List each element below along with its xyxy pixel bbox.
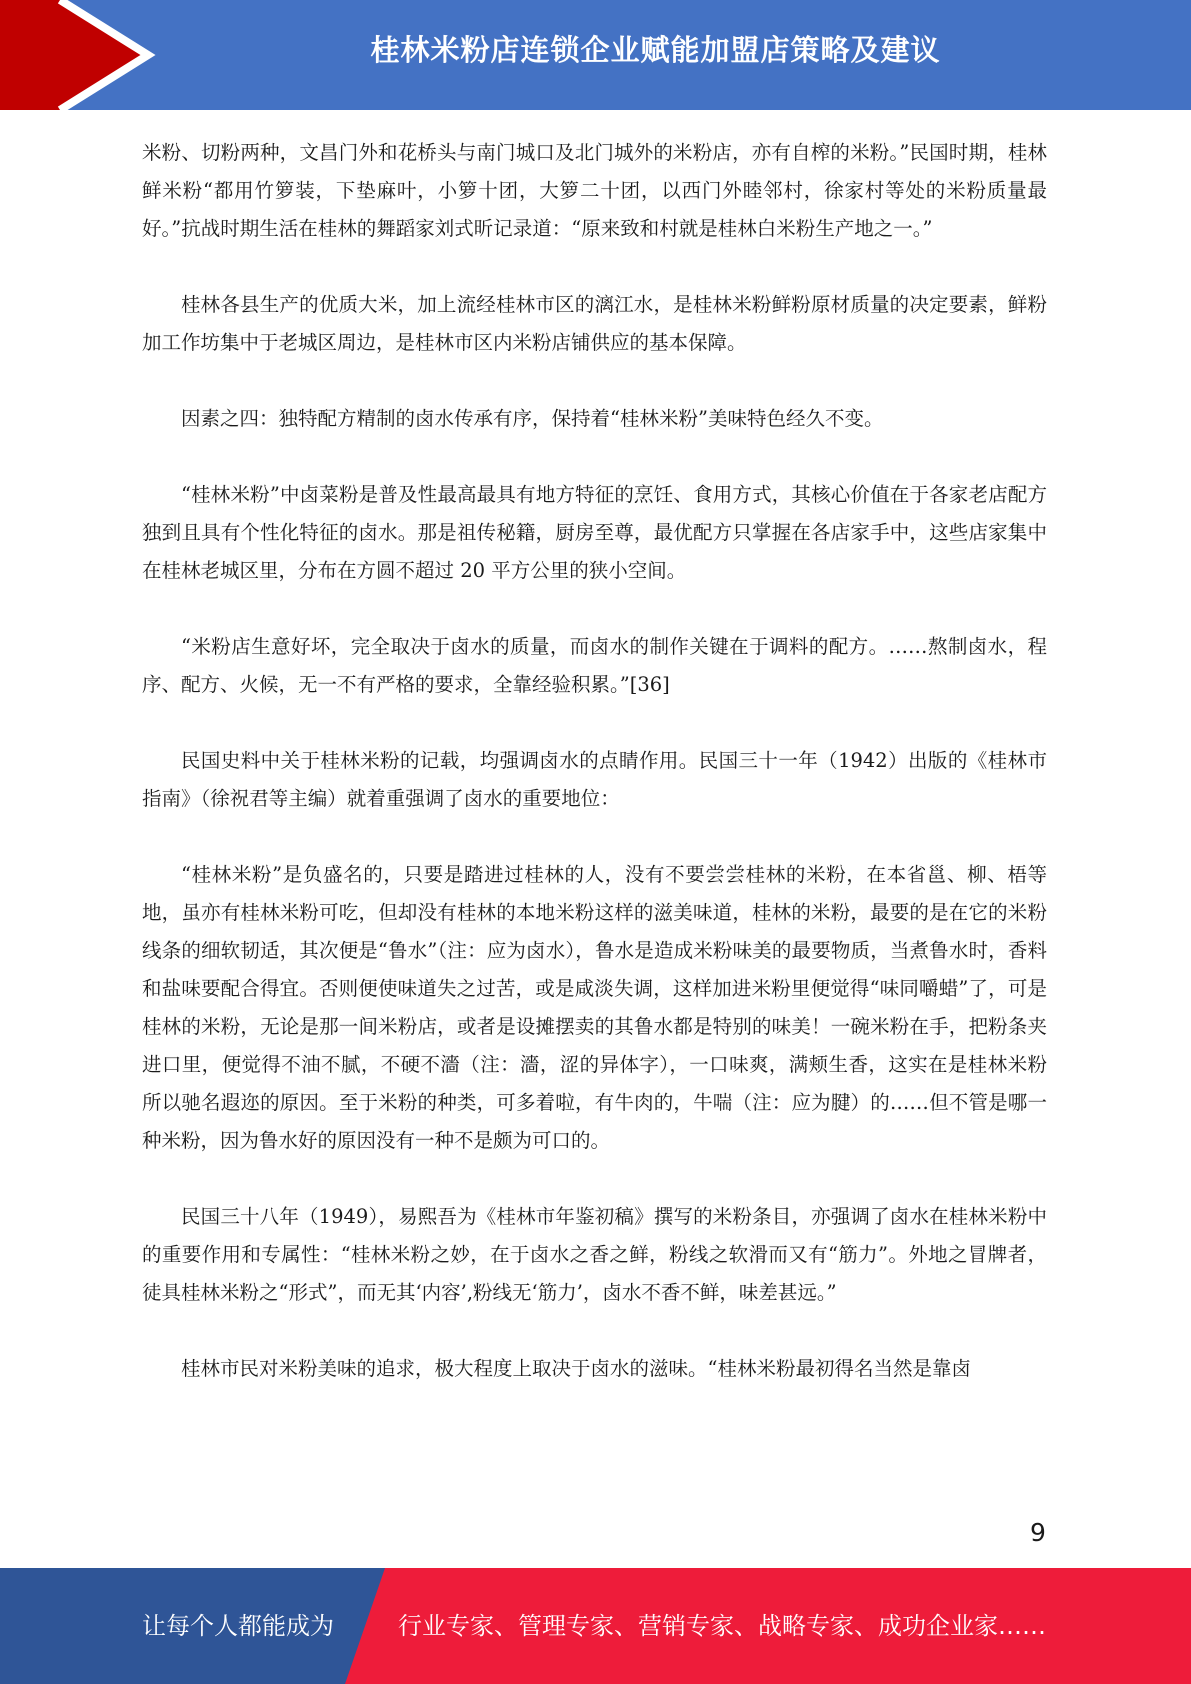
paragraph-9: 桂林市民对米粉美味的追求，极大程度上取决于卤水的滋味。“桂林米粉最初得名当然是靠卤 (181, 1357, 971, 1380)
page-number: 9 (1030, 1518, 1046, 1547)
header-banner (0, 0, 1191, 110)
footer-slogan-left: 让每个人都能成为 (142, 1612, 334, 1640)
paragraph-3: 因素之四：独特配方精制的卤水传承有序，保持着“桂林米粉”美味特色经久不变。 (181, 407, 884, 430)
footer-slogan-right: 行业专家、管理专家、营销专家、战略专家、成功企业家…… (398, 1612, 1046, 1640)
paragraph-7: “桂林米粉”是负盛名的，只要是踏进过桂林的人，没有不要尝尝桂林的米粉，在本省邕、柳、梧等地，虽亦有桂林米粉可吃，但却没有桂林的本地米粉这样的滋美味道，桂林的米粉，最要的是在它的米粉线条的细软韧适，其次便是“鲁水”（注：应为卤水），鲁水是造成米粉味美的最要物质，当煮鲁水时，香料和盐味要配合得宜。否则便使味道失之过苦，或是咸淡失调，这样加进米粉里便觉得“味同嚼蜡”了，可是桂林的米粉，无论是那一间米粉店，或者是设摊摆卖的其鲁水都是特别的味美！一碗米粉在手，把粉条夹进口里，便觉得不油不腻，不硬不濇（注：濇，涩的异体字），一口味爽，满颊生香，这实在是桂林米粉所以驰名遐迩的原因。至于米粉的种类，可多着啦，有牛肉的，牛喘（注：应为腱）的……但不管是哪一种米粉，因为鲁水好的原因没有一种不是颇为可口的。 (142, 863, 1047, 1152)
header-arrow-icon (0, 0, 160, 110)
paragraph-4: “桂林米粉”中卤菜粉是普及性最高最具有地方特征的烹饪、食用方式，其核心价值在于各家老店配方独到且具有个性化特征的卤水。那是祖传秘籍，厨房至尊，最优配方只掌握在各店家手中，这些店家集中在桂林老城区里，分布在方圆不超过 20 平方公里的狭小空间。 (142, 483, 1047, 582)
paragraph-5: “米粉店生意好坏，完全取决于卤水的质量，而卤水的制作关键在于调料的配方。……熬制卤水，程序、配方、火候，无一不有严格的要求，全靠经验积累。”[36] (142, 635, 1047, 696)
paragraph-1: 米粉、切粉两种，文昌门外和花桥头与南门城口及北门城外的米粉店，亦有自榨的米粉。”民国时期，桂林鲜米粉“都用竹箩装，下垫麻叶，小箩十团，大箩二十团，以西门外睦邻村，徐家村等处的米粉质量最好。”抗战时期生活在桂林的舞蹈家刘式昕记录道：“原来致和村就是桂林白米粉生产地之一。” (142, 141, 1047, 240)
paragraph-8: 民国三十八年（1949），易熙吾为《桂林市年鉴初稿》撰写的米粉条目，亦强调了卤水在桂林米粉中的重要作用和专属性：“桂林米粉之妙，在于卤水之香之鲜，粉线之软滑而又有“筋力”。外地之冒牌者，徒具桂林米粉之“形式”，而无其‘内容’,粉线无‘筋力’，卤水不香不鲜，味差甚远。” (142, 1205, 1047, 1304)
document-body (142, 134, 1047, 1426)
footer-banner (0, 1568, 1191, 1684)
document-title: 桂林米粉店连锁企业赋能加盟店策略及建议 (370, 33, 941, 67)
paragraph-2: 桂林各县生产的优质大米，加上流经桂林市区的漓江水，是桂林米粉鲜粉原材质量的决定要素，鲜粉加工作坊集中于老城区周边，是桂林市区内米粉店铺供应的基本保障。 (142, 293, 1047, 354)
paragraph-6: 民国史料中关于桂林米粉的记载，均强调卤水的点睛作用。民国三十一年（1942）出版的《桂林市指南》（徐祝君等主编）就着重强调了卤水的重要地位： (142, 749, 1047, 810)
